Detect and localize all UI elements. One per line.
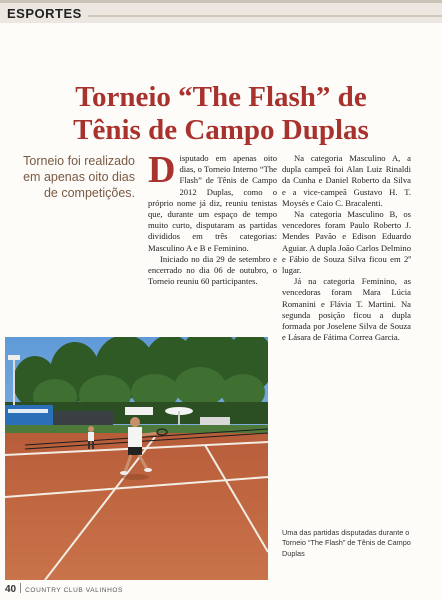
- tennis-match-photo: [5, 337, 268, 580]
- footer-divider: [20, 583, 21, 593]
- publication-name: COUNTRY CLUB VALINHOS: [25, 587, 123, 594]
- article-subhead: Torneio foi realizado em apenas oito dias de competições.: [23, 154, 135, 200]
- article-column-1: [148, 149, 277, 287]
- paragraph-4: Na categoria Masculino B, os vencedores foram Paulo Roberto J. Mendes Pavão e Edison Eduardo Aguiar. A dupla João Carlos Delmino e Fábio de Souza Silva ficou em 2º lugar.: [282, 209, 411, 276]
- paragraph-2: Iniciado no dia 29 de setembro e encerrado no dia 06 de outubro, o Torneio reuniu 60 participantes.: [148, 253, 277, 287]
- paragraph-5: Já na categoria Feminino, as vencedoras foram Mara Lúcia Romanini e Flávia T. Martini. Na segunda posição ficou a dupla formada por Joselene Silva de Souza e Lásara de Fátima Correa Garcia.: [282, 276, 411, 343]
- tennis-court-illustration: [5, 337, 268, 580]
- paragraph-1: [148, 149, 277, 254]
- article-title: [20, 81, 422, 147]
- paragraph-3: Na categoria Masculino A, a dupla campeã foi Alan Luiz Rinaldi da Cunha e Daniel Roberto da Silva e a vice-campeã Gustavo H. T. Moysés e Caio C. Bracalenti.: [282, 153, 411, 208]
- section-header: [0, 0, 442, 23]
- section-label: ESPORTES: [7, 6, 82, 21]
- article-column-2: [282, 153, 411, 343]
- page-number: 40: [5, 584, 17, 595]
- article-title-line-2: Tênis de Campo Duplas: [73, 114, 369, 147]
- drop-cap: D: [148, 149, 176, 191]
- photo-caption: Uma das partidas disputadas durante o Torneio “The Flash” de Tênis de Campo Duplas: [282, 528, 411, 558]
- paragraph-1-text: isputado em apenas oito dias, o Torneio Interno “The Flash” de Tênis de Campo 2012 Duplas, como o próprio nome já diz, reuniu tenistas que, durante um espaço de tempo muito curto, disputaram as partidas divididos em três categorias: Masculino A e B e Feminino.: [148, 153, 277, 253]
- section-rule: [88, 15, 442, 17]
- page-footer: [5, 583, 123, 597]
- article-title-line-1: Torneio “The Flash” de: [75, 81, 367, 114]
